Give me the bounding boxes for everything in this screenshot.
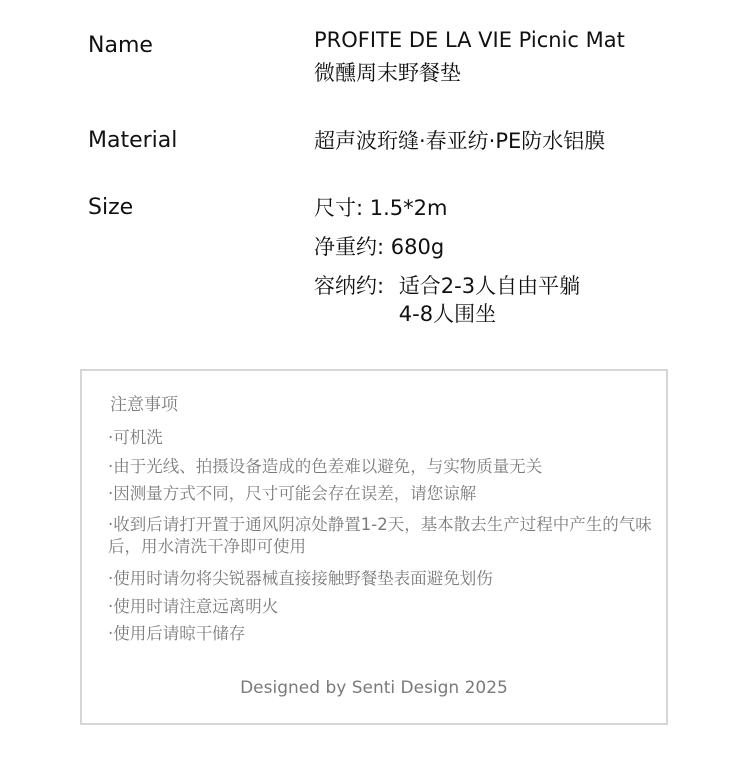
notice-item-storage: ·使用后请晾干储存 xyxy=(108,624,246,643)
size-weight: 净重约: 680g xyxy=(314,235,445,259)
size-label: Size xyxy=(88,195,134,220)
capacity-block xyxy=(314,272,580,328)
material-value: 超声波珩缝·春亚纺·PE防水铝膜 xyxy=(314,129,606,153)
capacity-line-1: 适合2-3人自由平躺 xyxy=(398,274,581,298)
notice-item-sharp-objects: ·使用时请勿将尖锐器械直接接触野餐垫表面避免划伤 xyxy=(108,569,493,588)
material-label: Material xyxy=(88,128,178,153)
notice-item-size-error: ·因测量方式不同，尺寸可能会存在误差，请您谅解 xyxy=(108,484,477,503)
design-credit: Designed by Senti Design 2025 xyxy=(240,678,508,698)
notice-item-color-difference: ·由于光线、拍摄设备造成的色差难以避免，与实物质量无关 xyxy=(108,457,543,476)
product-name-en: PROFITE DE LA VIE Picnic Mat xyxy=(314,28,625,52)
name-label: Name xyxy=(88,33,153,58)
capacity-values xyxy=(399,272,580,328)
notice-item-airing: ·收到后请打开置于通风阴凉处静置1-2天，基本散去生产过程中产生的气味后，用水清洗干净即可使用 xyxy=(108,515,652,556)
notice-title: 注意事项 xyxy=(110,395,178,415)
size-dimension: 尺寸: 1.5*2m xyxy=(314,196,448,220)
capacity-label: 容纳约: xyxy=(314,274,385,298)
product-name-cn: 微醺周末野餐垫 xyxy=(314,61,461,85)
notice-item-fire: ·使用时请注意远离明火 xyxy=(108,597,279,616)
notice-item-wash: ·可机洗 xyxy=(108,428,163,447)
capacity-line-2: 4-8人围坐 xyxy=(398,302,497,326)
